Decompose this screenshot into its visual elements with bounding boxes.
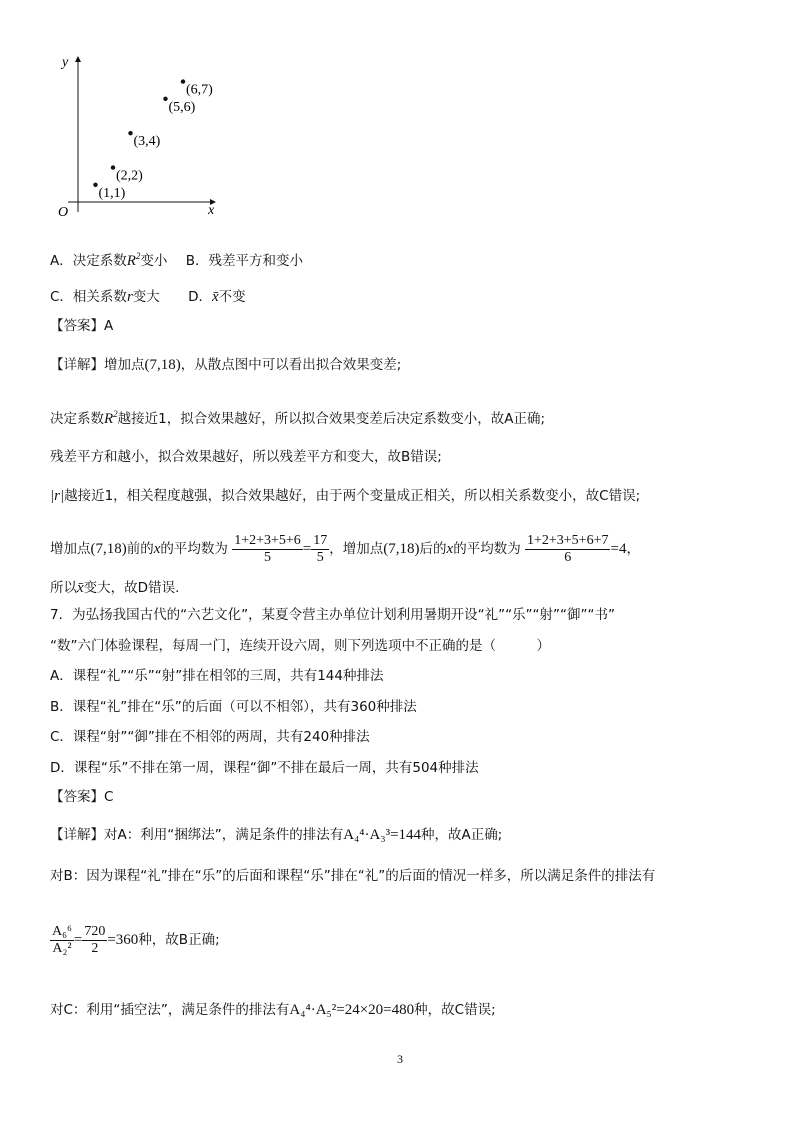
- q6-option-a-tail: 变小: [140, 253, 168, 269]
- q7-option-d: D．课程“乐”不排在第一周，课程“御”不排在最后一周，共有504种排法: [50, 760, 479, 776]
- q6-options-row2: [50, 287, 246, 307]
- fraction-17-5: $\frac{17}{5}$: [313, 532, 328, 565]
- q7-option-a: A．课程“礼”“乐”“射”排在相邻的三周，共有144种排法: [50, 668, 384, 684]
- q6-answer: 【答案】A: [50, 318, 114, 334]
- q7-option-b: B．课程“礼”排在“乐”的后面（可以不相邻），共有360种排法: [50, 699, 417, 715]
- q6-option-a: [50, 253, 172, 269]
- q6-detail-5: 增加点(7,18)前的x的平均数为 $\frac{1+2+3+5+6}{5}$ = $\frac{17}{5}$ ，增加点(7,18)后的x的平均数为 $\frac{1+2+3+5+6+7}{6}$ =4，: [50, 532, 640, 565]
- q7-detail-c: 对C：利用“插空法”，满足条件的排法有A₄⁴·A₅²=24×20=480种，故C错误;: [50, 1002, 496, 1018]
- fraction-a66-a22: $\frac{\text{A₆⁶}}{\text{A₂²}}$: [52, 923, 72, 956]
- point-label: (5,6): [168, 99, 196, 115]
- q6-detail-4: |r|越接近1，相关程度越强，拟合效果越好，由于两个变量成正相关，所以相关系数变小，故C错误;: [50, 488, 641, 504]
- q6-detail-6: 所以x̄变大，故D错误.: [50, 580, 180, 596]
- q7-detail-a: 【详解】对A：利用“捆绑法”，满足条件的排法有A₄⁴·A₃³=144种，故A正确;: [50, 827, 503, 843]
- q7-stem-line1: 7．为弘扬我国古代的“六艺文化”，某夏令营主办单位计划利用暑期开设“礼”“乐”“射”“御”“书”: [50, 607, 616, 623]
- q7-option-c: C．课程“射”“御”排在不相邻的两周，共有240种排法: [50, 729, 370, 745]
- q7-detail-b2: $\frac{\text{A₆⁶}}{\text{A₂²}}$ = $\frac{720}{2}$ =360种，故B正确;: [52, 923, 220, 956]
- page-number: 3: [397, 1052, 403, 1066]
- fraction-mean-after: $\frac{1+2+3+5+6+7}{6}$: [527, 532, 609, 565]
- q7-stem-line2: “数”六门体验课程，每周一门，连续开设六周，则下列选项中不正确的是（ ）: [50, 638, 550, 654]
- point-label: (2,2): [116, 168, 143, 184]
- fraction-720-2: $\frac{720}{2}$: [84, 923, 106, 956]
- scatter-point: [128, 131, 132, 135]
- fraction-mean-before: $\frac{1+2+3+5+6}{5}$: [234, 532, 301, 565]
- q6-option-b: B．残差平方和变小: [185, 253, 303, 269]
- q7-answer: 【答案】C: [50, 789, 114, 805]
- q7-detail-b1: 对B：因为课程“礼”排在“乐”的后面和课程“乐”排在“礼”的后面的情况一样多，所以满足条件的排法有: [50, 868, 656, 884]
- point-label: (3,4): [133, 134, 161, 150]
- q6-option-a-text: A．决定系数: [50, 253, 127, 269]
- y-axis-arrow: [75, 56, 81, 62]
- q6-option-c: C．相关系数r变大: [50, 289, 160, 305]
- scatter-point: [181, 79, 185, 83]
- q6-detail-1: 【详解】增加点(7,18)，从散点图中可以看出拟合效果变差;: [50, 357, 402, 373]
- x-axis-label: x: [208, 203, 215, 218]
- scatter-plot: [50, 52, 230, 222]
- q6-detail-2: 决定系数$R^2$越接近1，拟合效果越好，所以拟合效果变差后决定系数变小，故A正确;: [50, 409, 546, 427]
- point-label: (1,1): [98, 185, 126, 201]
- scatter-point: [163, 97, 167, 101]
- q6-options-row1: [50, 246, 303, 271]
- r2-symbol: $R^2$: [126, 251, 141, 269]
- q6-option-d: D．x̄不变: [188, 289, 246, 305]
- scatter-point: [93, 183, 97, 187]
- q6-detail-3: 残差平方和越小，拟合效果越好，所以残差平方和变大，故B错误;: [50, 449, 442, 465]
- origin-label: O: [58, 205, 69, 220]
- y-axis-label: y: [62, 55, 69, 70]
- point-label: (6,7): [186, 82, 213, 98]
- scatter-point: [111, 165, 115, 169]
